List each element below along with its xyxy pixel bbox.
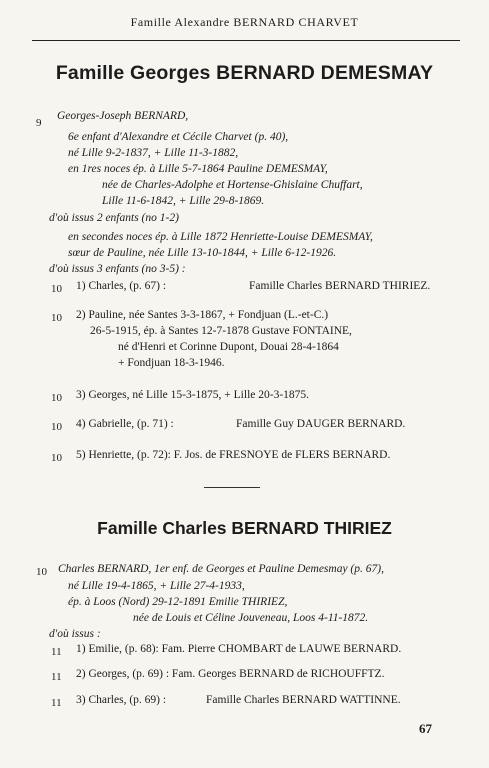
child-entry: 5) Henriette, (p. 72): F. Jos. de FRESNOYE de FLERS BERNARD. [76, 449, 391, 461]
child-generation: 10 [51, 421, 62, 433]
bio-line: née de Charles-Adolphe et Hortense-Ghislaine Chuffart, [102, 179, 363, 191]
bio-line: ép. à Loos (Nord) 29-12-1891 Emilie THIRIEZ, [68, 596, 288, 608]
section-separator [204, 487, 260, 488]
child-family-ref: Famille Charles BERNARD THIRIEZ. [249, 280, 431, 292]
bio-line: Lille 11-6-1842, + Lille 29-8-1869. [102, 195, 265, 207]
child-generation: 10 [51, 312, 62, 324]
child-generation: 10 [51, 392, 62, 404]
child-generation: 11 [51, 646, 62, 658]
section-title-charles: Famille Charles BERNARD THIRIEZ [97, 518, 392, 538]
child-generation: 11 [51, 671, 62, 683]
child-entry: 1) Charles, (p. 67) : [76, 280, 167, 292]
child-family-ref: Famille Charles BERNARD WATTINNE. [206, 694, 401, 706]
child-entry-cont: 26-5-1915, ép. à Santes 12-7-1878 Gustave FONTAINE, [90, 325, 352, 337]
child-family-ref: Famille Guy DAUGER BERNARD. [236, 418, 406, 430]
issue-line: d'où issus 2 enfants (no 1-2) [49, 212, 179, 224]
child-entry: 3) Charles, (p. 69) : [76, 694, 167, 706]
child-entry-cont: né d'Henri et Corinne Dupont, Douai 28-4-1864 [118, 341, 339, 353]
section-title-georges: Famille Georges BERNARD DEMESMAY [55, 62, 434, 84]
child-generation: 10 [51, 452, 62, 464]
bio-line: en 1res noces ép. à Lille 5-7-1864 Pauline DEMESMAY, [68, 163, 328, 175]
child-entry: 1) Emilie, (p. 68): Fam. Pierre CHOMBART de LAUWE BERNARD. [76, 643, 402, 655]
person-name: Georges-Joseph BERNARD, [57, 110, 189, 122]
bio-line: en secondes noces ép. à Lille 1872 Henriette-Louise DEMESMAY, [68, 231, 373, 243]
bio-line: sœur de Pauline, née Lille 13-10-1844, + Lille 6-12-1926. [68, 247, 337, 259]
child-generation: 10 [51, 283, 62, 295]
bio-line: né Lille 9-2-1837, + Lille 11-3-1882, [68, 147, 239, 159]
header-rule [32, 40, 460, 41]
child-entry: 3) Georges, né Lille 15-3-1875, + Lille 20-3-1875. [76, 389, 310, 401]
running-header: Famille Alexandre BERNARD CHARVET [130, 15, 359, 29]
person-name: Charles BERNARD, 1er enf. de Georges et Pauline Demesmay (p. 67), [58, 563, 384, 575]
child-entry: 2) Pauline, née Santes 3-3-1867, + Fondjuan (L.-et-C.) [76, 309, 329, 321]
child-entry-cont: + Fondjuan 18-3-1946. [118, 357, 225, 369]
child-generation: 11 [51, 697, 62, 709]
child-entry: 2) Georges, (p. 69) : Fam. Georges BERNARD de RICHOUFFTZ. [76, 668, 385, 680]
bio-line: 6e enfant d'Alexandre et Cécile Charvet (p. 40), [68, 131, 289, 143]
generation-number: 10 [36, 566, 47, 578]
issue-line: d'où issus 3 enfants (no 3-5) : [49, 263, 186, 275]
child-entry: 4) Gabrielle, (p. 71) : [76, 418, 174, 430]
bio-line: née de Louis et Céline Jouveneau, Loos 4-11-1872. [133, 612, 369, 624]
generation-number: 9 [36, 117, 42, 129]
issue-line: d'où issus : [49, 628, 101, 640]
page-number: 67 [419, 721, 432, 736]
bio-line: né Lille 19-4-1865, + Lille 27-4-1933, [68, 580, 245, 592]
